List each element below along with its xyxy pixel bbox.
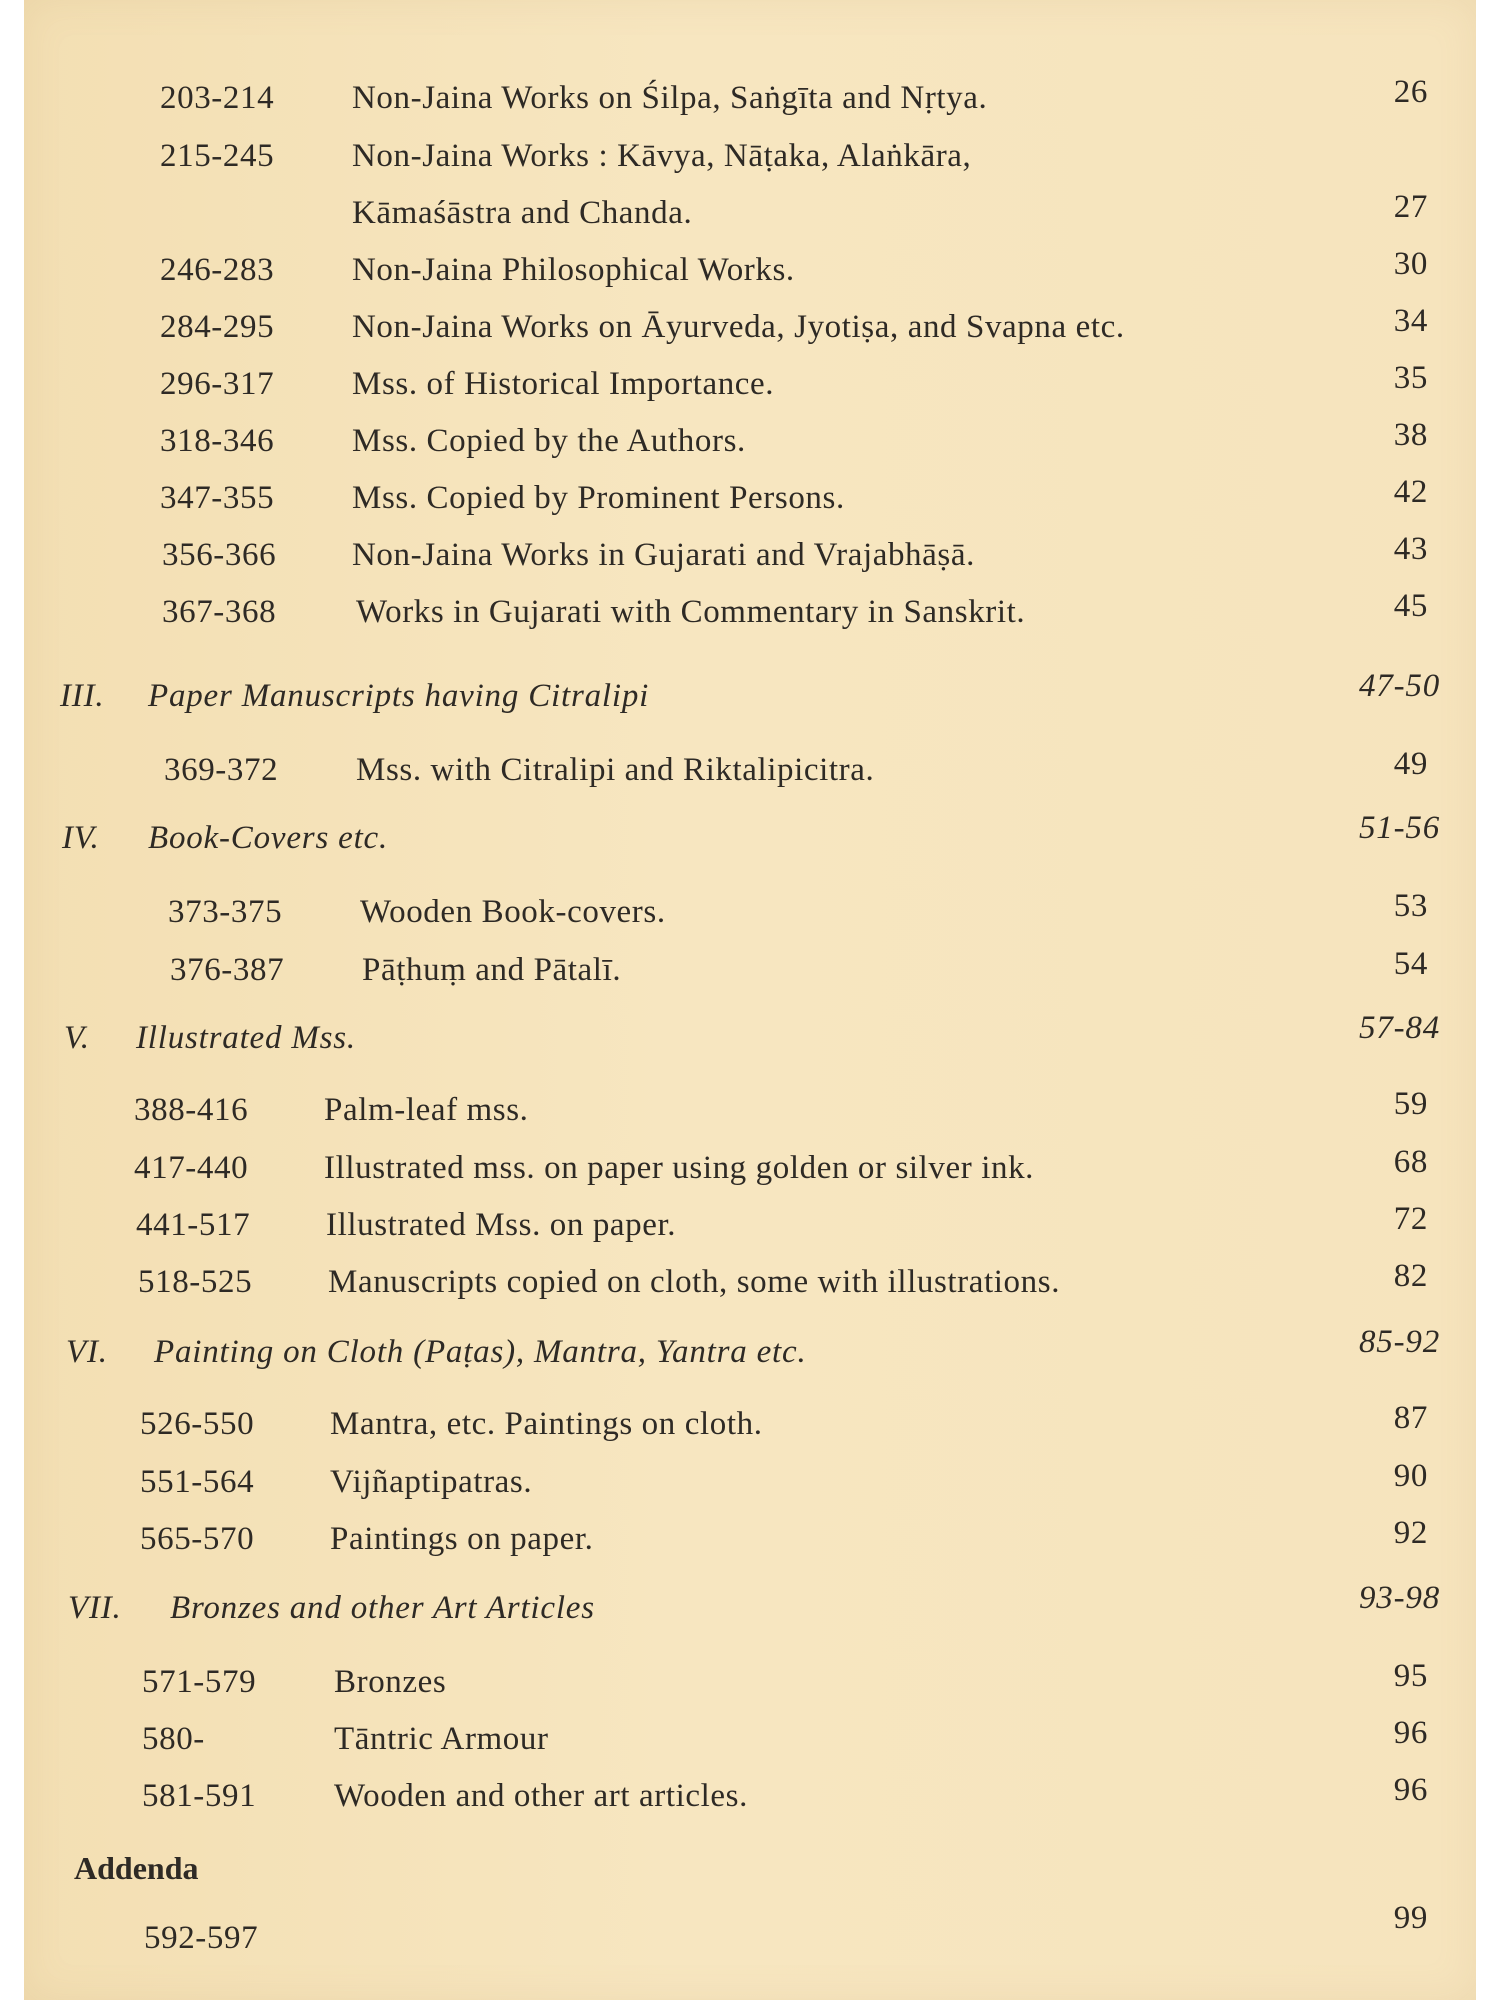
entry-title: Works in Gujarati with Commentary in Sanskrit. <box>356 594 1026 630</box>
section-pages: 47-50 <box>1359 668 1440 704</box>
section-title: Painting on Cloth (Paṭas), Mantra, Yantra etc. <box>154 1334 807 1370</box>
section-pages: 93-98 <box>1359 1580 1440 1616</box>
section-number: VII. <box>68 1590 122 1626</box>
entry-page: 45 <box>1393 588 1428 624</box>
entry-title: Bronzes <box>334 1664 447 1700</box>
entry-title: Palm-leaf mss. <box>324 1092 529 1128</box>
entry-range: 296-317 <box>160 366 275 402</box>
entry-page: 99 <box>1393 1900 1428 1936</box>
entry-page: 49 <box>1393 746 1428 782</box>
entry-page: 42 <box>1393 474 1428 510</box>
entry-title: Illustrated mss. on paper using golden or silver ink. <box>324 1150 1035 1186</box>
entry-range: 551-564 <box>140 1464 255 1500</box>
entry-range: 526-550 <box>140 1406 255 1442</box>
section-title: Bronzes and other Art Articles <box>170 1590 595 1626</box>
entry-page: 68 <box>1393 1144 1428 1180</box>
entry-range: 518-525 <box>138 1264 253 1300</box>
entry-range: 581-591 <box>142 1778 257 1814</box>
entry-title: Manuscripts copied on cloth, some with illustrations. <box>328 1264 1061 1300</box>
entry-page: 27 <box>1393 189 1428 225</box>
entry-title: Mantra, etc. Paintings on cloth. <box>330 1406 763 1442</box>
entry-range: 388-416 <box>134 1092 249 1128</box>
section-number: VI. <box>66 1334 108 1370</box>
entry-title: Non-Jaina Works in Gujarati and Vrajabhāṣā. <box>352 537 975 573</box>
entry-title: Tāntric Armour <box>334 1721 549 1757</box>
entry-page: 92 <box>1393 1515 1428 1551</box>
entry-title: Mss. Copied by Prominent Persons. <box>352 480 845 516</box>
section-title: Illustrated Mss. <box>136 1020 356 1056</box>
entry-page: 90 <box>1393 1458 1428 1494</box>
entry-page: 95 <box>1393 1658 1428 1694</box>
entry-range: 347-355 <box>160 480 275 516</box>
section-title: Paper Manuscripts having Citralipi <box>148 678 650 714</box>
entry-page: 96 <box>1393 1772 1428 1808</box>
addenda-heading: Addenda <box>74 1850 199 1886</box>
entry-page: 43 <box>1393 531 1428 567</box>
entry-page: 72 <box>1393 1201 1428 1237</box>
entry-title: Illustrated Mss. on paper. <box>326 1207 677 1243</box>
entry-page: 34 <box>1393 303 1428 339</box>
entry-page: 35 <box>1393 360 1428 396</box>
entry-range: 373-375 <box>168 894 283 930</box>
section-title: Book-Covers etc. <box>148 820 389 856</box>
entry-range: 592-597 <box>144 1920 259 1956</box>
entry-page: 38 <box>1393 417 1428 453</box>
entry-title: Wooden Book-covers. <box>360 894 666 930</box>
entry-range: 417-440 <box>134 1150 249 1186</box>
entry-range: 284-295 <box>160 309 275 345</box>
entry-page: 26 <box>1393 74 1428 110</box>
entry-page: 59 <box>1393 1086 1428 1122</box>
entry-range: 441-517 <box>136 1207 251 1243</box>
entry-title: Vijñaptipatras. <box>330 1464 533 1500</box>
entry-page: 53 <box>1393 888 1428 924</box>
entry-range: 318-346 <box>160 423 275 459</box>
entry-title: Kāmaśāstra and Chanda. <box>352 195 693 231</box>
entry-range: 376-387 <box>170 952 285 988</box>
entry-title: Mss. with Citralipi and Riktalipicitra. <box>356 752 875 788</box>
section-pages: 57-84 <box>1359 1010 1440 1046</box>
entry-range: 246-283 <box>160 252 275 288</box>
entry-title: Mss. of Historical Importance. <box>352 366 775 402</box>
entry-page: 30 <box>1393 246 1428 282</box>
entry-title: Wooden and other art articles. <box>334 1778 748 1814</box>
entry-title: Pāṭhuṃ and Pātalī. <box>362 952 622 988</box>
entry-range: 565-570 <box>140 1521 255 1557</box>
entry-range: 215-245 <box>160 138 275 174</box>
document-page <box>24 0 1476 2000</box>
entry-range: 369-372 <box>164 752 279 788</box>
entry-range: 580- <box>142 1721 205 1757</box>
entry-title: Non-Jaina Philosophical Works. <box>352 252 795 288</box>
entry-range: 367-368 <box>162 594 277 630</box>
entry-title: Paintings on paper. <box>330 1521 594 1557</box>
entry-page: 82 <box>1393 1258 1428 1294</box>
entry-title: Mss. Copied by the Authors. <box>352 423 746 459</box>
entry-page: 96 <box>1393 1715 1428 1751</box>
entry-page: 87 <box>1393 1400 1428 1436</box>
entry-range: 356-366 <box>162 537 277 573</box>
entry-title: Non-Jaina Works on Āyurveda, Jyotiṣa, and Svapna etc. <box>352 309 1125 345</box>
entry-title: Non-Jaina Works on Śilpa, Saṅgīta and Nṛtya. <box>352 80 988 116</box>
section-pages: 51-56 <box>1359 810 1440 846</box>
section-pages: 85-92 <box>1359 1324 1440 1360</box>
section-number: III. <box>60 678 105 714</box>
entry-range: 571-579 <box>142 1664 257 1700</box>
section-number: V. <box>64 1020 90 1056</box>
section-number: IV. <box>62 820 100 856</box>
entry-page: 54 <box>1393 946 1428 982</box>
entry-title: Non-Jaina Works : Kāvya, Nāṭaka, Alaṅkāra, <box>352 138 972 174</box>
entry-range: 203-214 <box>160 80 275 116</box>
